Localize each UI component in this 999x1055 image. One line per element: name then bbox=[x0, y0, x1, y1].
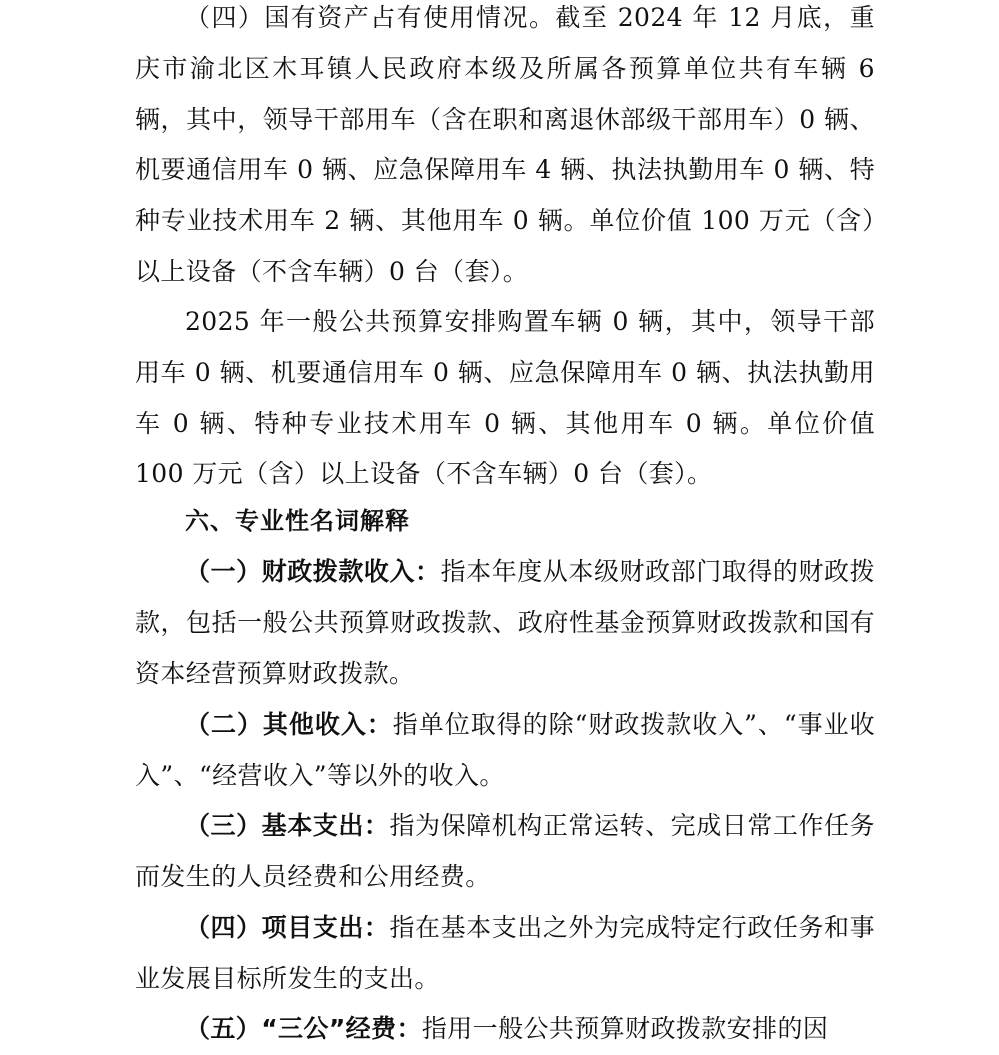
definition-project-expenditure bbox=[135, 903, 875, 1005]
definition-term: （一）财政拨款收入： bbox=[185, 557, 441, 586]
definition-three-public-expenses bbox=[135, 1004, 875, 1055]
definition-other-income bbox=[135, 700, 875, 802]
definition-text: 指在基本支出之外为完成特定行政任务和事业发展目标所发生的支出。 bbox=[135, 913, 876, 993]
paragraph-state-assets: （四）国有资产占有使用情况。截至 2024 年 12 月底，重庆市渝北区木耳镇人民政府本级及所属各预算单位共有车辆 6 辆，其中，领导干部用车（含在职和离退休部级干部用车）0 辆、机要通信用车 0 辆、应急保障用车 4 辆、执法执勤用车 0 辆、特种专业技术用车 2 辆、其他用车 0 辆。单位价值 100 万元（含）以上设备（不含车辆）0 台（套）。 bbox=[135, 3, 875, 286]
definition-text: 指用一般公共预算财政拨款安排的因 bbox=[421, 1014, 829, 1043]
definition-fiscal-appropriation-income bbox=[135, 547, 875, 699]
definition-term: （三）基本支出： bbox=[185, 811, 390, 840]
definition-text: 指为保障机构正常运转、完成日常工作任务而发生的人员经费和公用经费。 bbox=[135, 811, 876, 891]
definition-basic-expenditure bbox=[135, 801, 875, 903]
definition-term: （二）其他收入： bbox=[185, 710, 393, 739]
section-heading-terms: 六、专业性名词解释 bbox=[185, 507, 410, 535]
definition-text: 指单位取得的除“财政拨款收入”、“事业收入”、“经营收入”等以外的收入。 bbox=[135, 710, 875, 790]
definition-term: （五）“三公”经费： bbox=[185, 1014, 422, 1043]
definition-term: （四）项目支出： bbox=[185, 913, 390, 942]
paragraph-vehicle-purchase-2025: 2025 年一般公共预算安排购置车辆 0 辆，其中，领导干部用车 0 辆、机要通信用车 0 辆、应急保障用车 0 辆、执法执勤用车 0 辆、特种专业技术用车 0 辆、其他用车 0 辆。单位价值 100 万元（含）以上设备（不含车辆）0 台（套）。 bbox=[135, 307, 875, 489]
definition-text: 指本年度从本级财政部门取得的财政拨款，包括一般公共预算财政拨款、政府性基金预算财政拨款和国有资本经营预算财政拨款。 bbox=[135, 557, 875, 688]
